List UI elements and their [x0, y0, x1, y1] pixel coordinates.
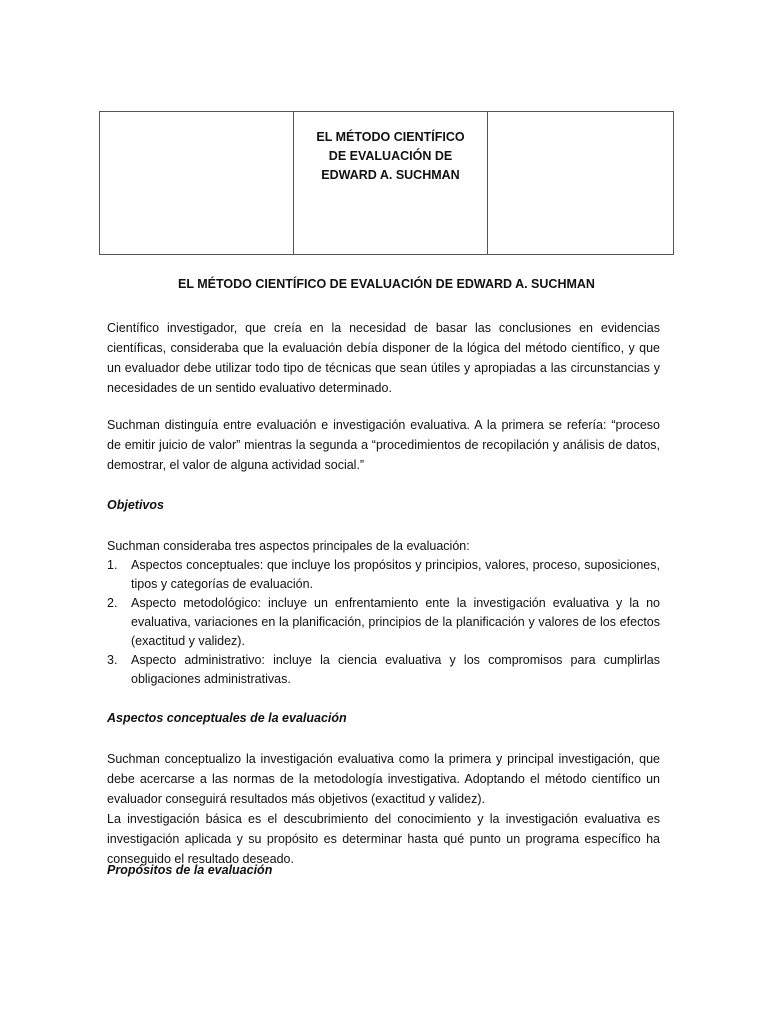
header-title: EL MÉTODO CIENTÍFICO DE EVALUACIÓN DE EDWARD A. SUCHMAN — [316, 130, 465, 182]
section-heading-objetivos: Objetivos — [107, 498, 164, 512]
list-item-text: Aspecto administrativo: incluye la ciencia evaluativa y los compromisos para cumplirlas obligaciones administrativas. — [131, 653, 660, 686]
document-title: EL MÉTODO CIENTÍFICO DE EVALUACIÓN DE EDWARD A. SUCHMAN — [178, 277, 595, 291]
list-item-text: Aspectos conceptuales: que incluye los propósitos y principios, valores, proceso, suposiciones, tipos y categorías de evaluación. — [131, 558, 660, 591]
header-cell-left — [100, 112, 294, 255]
paragraph-conceptualization: Suchman conceptualizo la investigación evaluativa como la primera y principal investigación, que debe acercarse a las normas de la metodología investigativa. Adoptando el método científico un evaluador conseguirá resultados más objetivos (exactitud y validez). — [107, 752, 660, 806]
paragraph-distinction: Suchman distinguía entre evaluación e investigación evaluativa. A la primera se refería: “proceso de emitir juicio de valor” mientras la segunda a “procedimientos de recopilación y análisis de datos, demostrar, el valor de alguna actividad social.” — [107, 418, 660, 472]
paragraph-basic-research: La investigación básica es el descubrimiento del conocimiento y la investigación evaluativa es investigación aplicada y su propósito es determinar hasta qué punto un programa específico ha conseguido el resultado deseado. — [107, 812, 660, 866]
list-item — [107, 594, 660, 651]
list-item — [107, 651, 660, 689]
header-cell-center — [294, 112, 488, 255]
section-heading-propositos: Propósitos de la evaluación — [107, 863, 273, 877]
list-item-text: Aspecto metodológico: incluye un enfrentamiento ente la investigación evaluativa y la no evaluativa, variaciones en la planificación, principios de la planificación y valores de los efectos (exactitud y validez). — [131, 596, 660, 648]
section-heading-aspectos-conceptuales: Aspectos conceptuales de la evaluación — [107, 711, 347, 725]
paragraph-intro: Científico investigador, que creía en la necesidad de basar las conclusiones en evidencias científicas, consideraba que la evaluación debía disponer de la lógica del método científico, y que un evaluador debe utilizar todo tipo de técnicas que sean útiles y apropiadas a las circunstancias y necesidades de un sentido evaluativo determinado. — [107, 321, 660, 395]
list-item — [107, 556, 660, 594]
list-item-number: 3. — [107, 653, 118, 667]
list-item-number: 2. — [107, 596, 118, 610]
aspects-list — [107, 556, 660, 689]
header-table — [99, 111, 674, 255]
paragraph-list-intro: Suchman consideraba tres aspectos principales de la evaluación: — [107, 539, 470, 553]
list-item-number: 1. — [107, 558, 118, 572]
header-cell-right — [488, 112, 674, 255]
